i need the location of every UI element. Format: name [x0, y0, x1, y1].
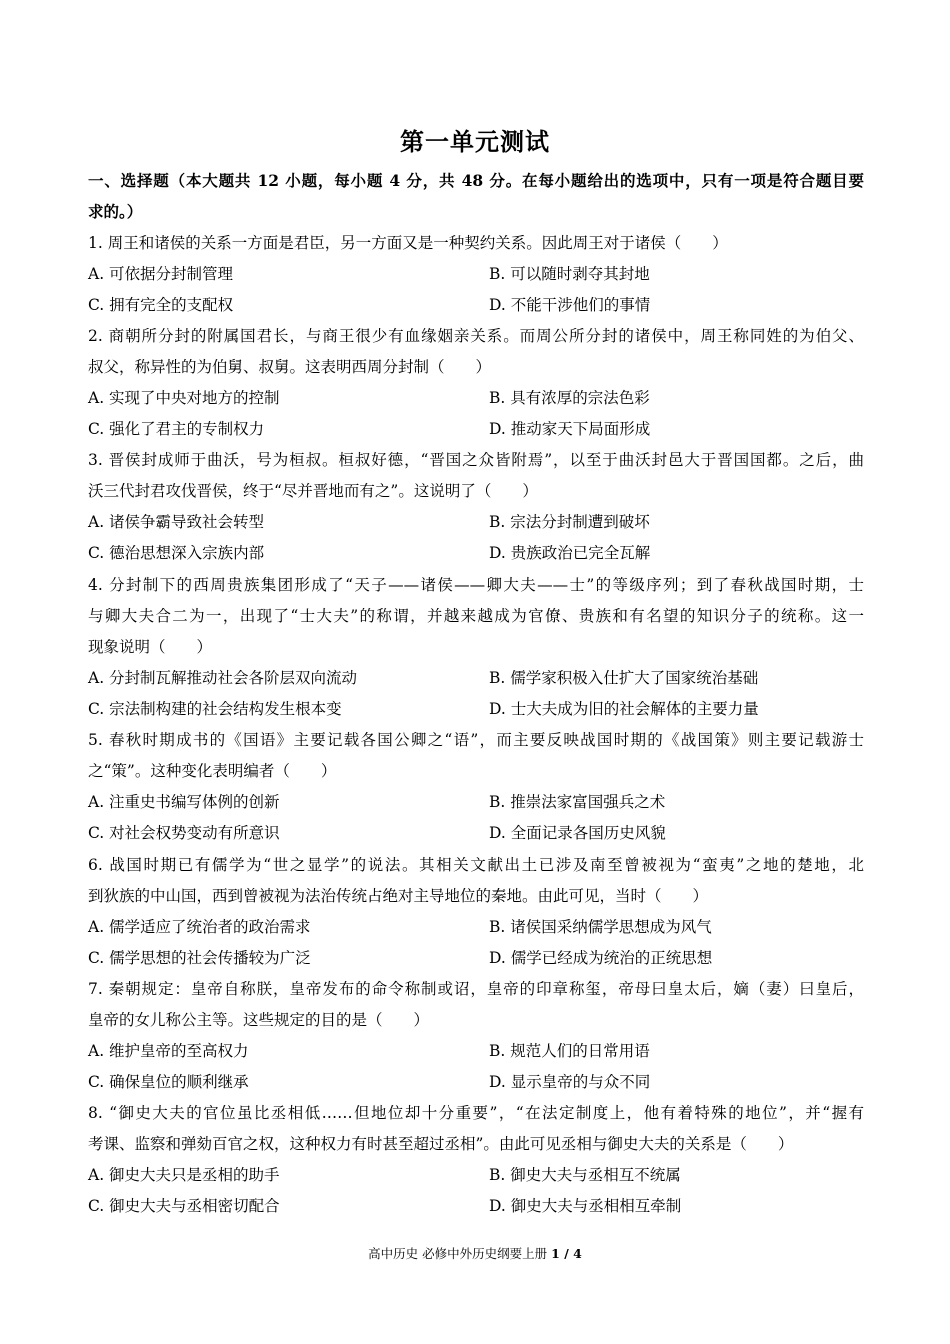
question-2-stem-line1: 2. 商朝所分封的附属国君长，与商王很少有血缘姻亲关系。而周公所分封的诸侯中，周王称同姓的为伯父、	[88, 327, 864, 345]
question-3-stem-line1: 3. 晋侯封成师于曲沃，号为桓叔。桓叔好德，“晋国之众皆附焉”，以至于曲沃封邑大于晋国国都。之后，曲	[88, 451, 864, 469]
question-8-option-d: D. 御史大夫与丞相相互牵制	[489, 1197, 682, 1215]
question-7-option-c: C. 确保皇位的顺利继承	[88, 1073, 249, 1091]
question-8-option-a: A. 御史大夫只是丞相的助手	[88, 1166, 280, 1184]
question-3-option-b: B. 宗法分封制遭到破坏	[489, 513, 650, 531]
question-7-option-b: B. 规范人们的日常用语	[489, 1042, 650, 1060]
page-footer	[0, 1244, 950, 1262]
question-1-stem: 1. 周王和诸侯的关系一方面是君臣，另一方面又是一种契约关系。因此周王对于诸侯（ ）	[88, 234, 728, 252]
question-4-stem-line3: 现象说明（ ）	[88, 638, 213, 656]
question-5-stem-line1: 5. 春秋时期成书的《国语》主要记载各国公卿之“语”，而主要反映战国时期的《战国策》则主要记载游士	[88, 731, 864, 749]
question-1-option-b: B. 可以随时剥夺其封地	[489, 265, 650, 283]
question-2-option-d: D. 推动家天下局面形成	[489, 420, 651, 438]
question-3-option-a: A. 诸侯争霸导致社会转型	[88, 513, 265, 531]
question-2-stem-line2: 叔父，称异性的为伯舅、叔舅。这表明西周分封制（ ）	[88, 358, 492, 376]
footer-page-number: 1 / 4	[551, 1246, 582, 1261]
question-6-stem-line2: 到狄族的中山国，西到曾被视为法治传统占绝对主导地位的秦地。由此可见，当时（ ）	[88, 887, 709, 905]
question-6-stem-line1: 6. 战国时期已有儒学为“世之显学”的说法。其相关文献出土已涉及南至曾被视为“蛮夷”之地的楚地，北	[88, 856, 864, 874]
question-8-stem-line1: 8. “御史大夫的官位虽比丞相低……但地位却十分重要”，“在法定制度上，他有着特殊的地位”，并“握有	[88, 1104, 864, 1122]
question-7-option-a: A. 维护皇帝的至高权力	[88, 1042, 249, 1060]
question-3-option-c: C. 德治思想深入宗族内部	[88, 544, 265, 562]
question-8-option-b: B. 御史大夫与丞相互不统属	[489, 1166, 681, 1184]
question-5-stem-line2: 之“策”。这种变化表明编者（ ）	[88, 762, 337, 780]
question-7-option-d: D. 显示皇帝的与众不同	[489, 1073, 651, 1091]
footer-text: 高中历史 必修中外历史纲要上册	[368, 1246, 548, 1261]
section-instructions-line1: 一、选择题（本大题共 12 小题，每小题 4 分，共 48 分。在每小题给出的选项中，只有一项是符合题目要	[88, 171, 864, 190]
question-8-option-c: C. 御史大夫与丞相密切配合	[88, 1197, 280, 1215]
question-7-stem-line2: 皇帝的女儿称公主等。这些规定的目的是（ ）	[88, 1011, 430, 1029]
question-2-option-c: C. 强化了君主的专制权力	[88, 420, 265, 438]
question-7-stem-line1: 7. 秦朝规定：皇帝自称朕，皇帝发布的命令称制或诏，皇帝的印章称玺，帝母曰皇太后，嫡（妻）曰皇后，	[88, 980, 864, 998]
question-5-option-a: A. 注重史书编写体例的创新	[88, 793, 280, 811]
question-3-stem-line2: 沃三代封君攻伐晋侯，终于“尽并晋地而有之”。这说明了（ ）	[88, 482, 538, 500]
question-2-option-a: A. 实现了中央对地方的控制	[88, 389, 280, 407]
section-instructions-line2: 求的。）	[88, 202, 143, 221]
question-1-option-a: A. 可依据分封制管理	[88, 265, 234, 283]
question-5-option-c: C. 对社会权势变动有所意识	[88, 824, 280, 842]
question-6-option-a: A. 儒学适应了统治者的政治需求	[88, 918, 311, 936]
question-5-option-d: D. 全面记录各国历史风貌	[489, 824, 666, 842]
question-6-option-d: D. 儒学已经成为统治的正统思想	[489, 949, 713, 967]
question-4-stem-line2: 与卿大夫合二为一，出现了“士大夫”的称谓，并越来越成为官僚、贵族和有名望的知识分子的统称。这一	[88, 607, 864, 625]
question-4-option-c: C. 宗法制构建的社会结构发生根本变	[88, 700, 342, 718]
question-6-option-c: C. 儒学思想的社会传播较为广泛	[88, 949, 311, 967]
question-4-option-a: A. 分封制瓦解推动社会各阶层双向流动	[88, 669, 358, 687]
question-3-option-d: D. 贵族政治已完全瓦解	[489, 544, 651, 562]
question-2-option-b: B. 具有浓厚的宗法色彩	[489, 389, 650, 407]
question-4-option-b: B. 儒学家积极入仕扩大了国家统治基础	[489, 669, 759, 687]
page-title: 第一单元测试	[400, 127, 550, 156]
question-4-option-d: D. 士大夫成为旧的社会解体的主要力量	[489, 700, 759, 718]
question-1-option-c: C. 拥有完全的支配权	[88, 296, 234, 314]
question-6-option-b: B. 诸侯国采纳儒学思想成为风气	[489, 918, 712, 936]
question-8-stem-line2: 考课、监察和弹劾百官之权，这种权力有时甚至超过丞相”。由此可见丞相与御史大夫的关系是（ ）	[88, 1135, 794, 1153]
question-4-stem-line1: 4. 分封制下的西周贵族集团形成了“天子——诸侯——卿大夫——士”的等级序列；到了春秋战国时期，士	[88, 576, 864, 594]
question-1-option-d: D. 不能干涉他们的事情	[489, 296, 651, 314]
question-5-option-b: B. 推崇法家富国强兵之术	[489, 793, 666, 811]
